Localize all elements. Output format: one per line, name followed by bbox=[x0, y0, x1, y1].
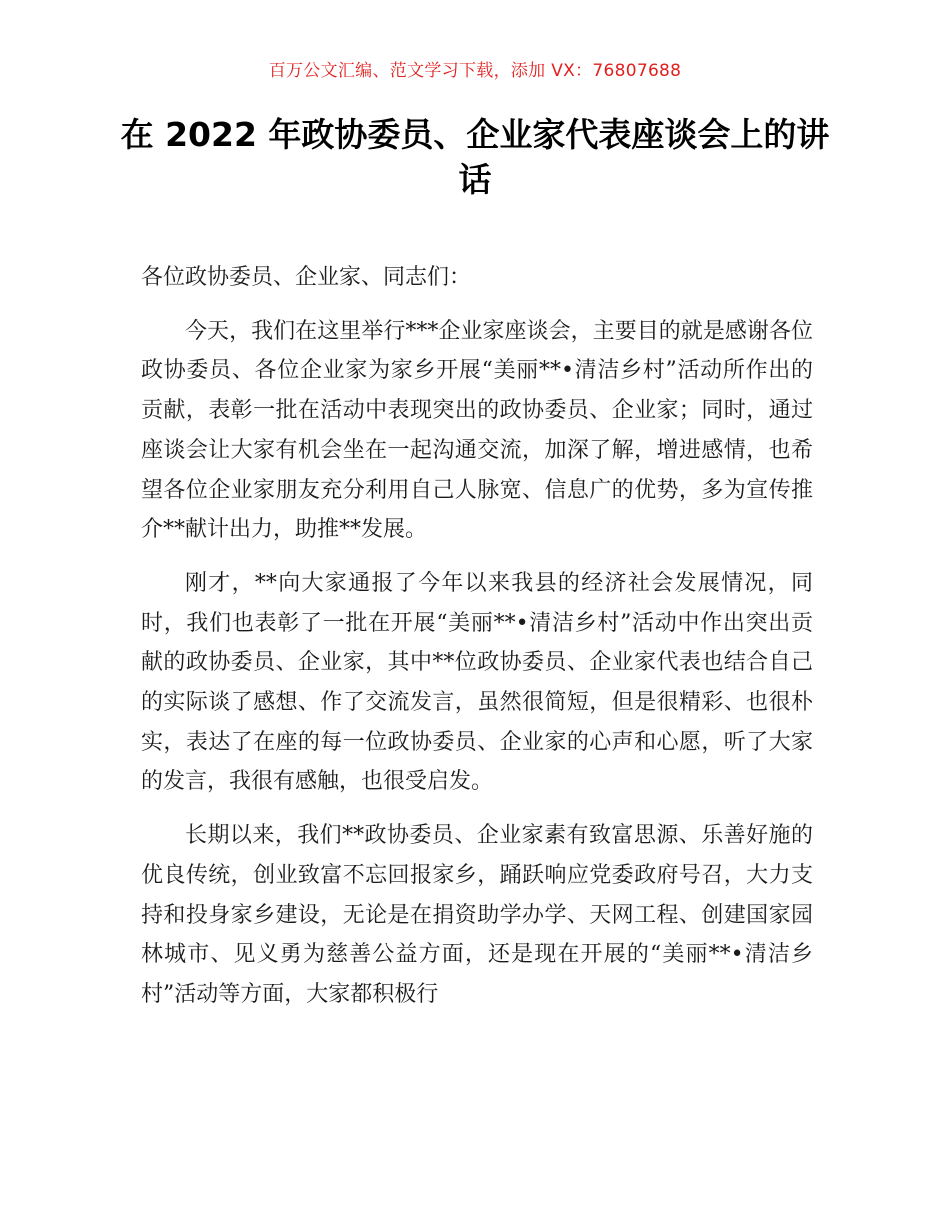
document-title: 在 2022 年政协委员、企业家代表座谈会上的讲话 bbox=[120, 115, 830, 199]
header-watermark-note: 百万公文汇编、范文学习下载，添加 VX：76807688 bbox=[268, 61, 682, 81]
body-paragraph-2: 刚才，**向大家通报了今年以来我县的经济社会发展情况，同时，我们也表彰了一批在开展“美丽**•清洁乡村”活动中作出突出贡献的政协委员、企业家，其中**位政协委员、企业家代表也结合自己的实际谈了感想、作了交流发言，虽然很简短，但是很精彩、也很朴实，表达了在座的每一位政协委员、企业家的心声和心愿，听了大家的发言，我很有感触，也很受启发。 bbox=[141, 570, 813, 795]
greeting-line: 各位政协委员、企业家、同志们： bbox=[141, 265, 472, 290]
document-body bbox=[141, 258, 813, 1029]
body-paragraph-1: 今天，我们在这里举行***企业家座谈会，主要目的就是感谢各位政协委员、各位企业家为家乡开展“美丽**•清洁乡村”活动所作出的贡献，表彰一批在活动中表现突出的政协委员、企业家；同时，通过座谈会让大家有机会坐在一起沟通交流，加深了解，增进感情，也希望各位企业家朋友充分利用自己人脉宽、信息广的优势，多为宣传推介**献计出力，助推**发展。 bbox=[141, 318, 813, 543]
body-paragraph-3: 长期以来，我们**政协委员、企业家素有致富思源、乐善好施的优良传统，创业致富不忘回报家乡，踊跃响应党委政府号召，大力支持和投身家乡建设，无论是在捐资助学办学、天网工程、创建国家园林城市、见义勇为慈善公益方面，还是现在开展的“美丽**•清洁乡村”活动等方面，大家都积极行 bbox=[141, 823, 813, 1007]
